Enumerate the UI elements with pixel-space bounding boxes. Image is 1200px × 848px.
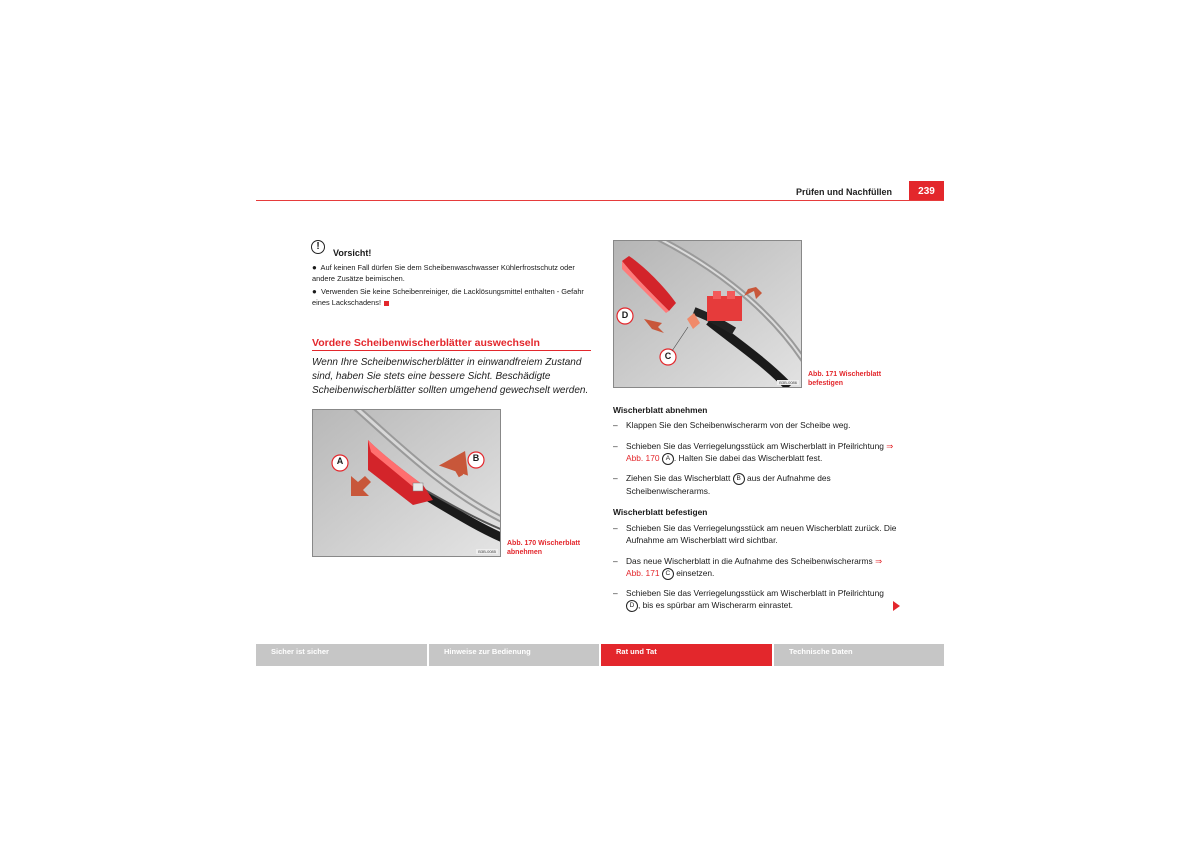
figure-171-caption: Abb. 171 Wischerblatt befestigen <box>808 371 882 387</box>
wiper-blade-removal-illustration <box>313 410 500 556</box>
attach-heading: Wischerblatt befestigen <box>613 507 708 517</box>
caution-bullet <box>312 262 592 284</box>
figure-171-image <box>613 240 802 388</box>
continue-arrow-icon <box>893 601 900 611</box>
remove-heading: Wischerblatt abnehmen <box>613 405 708 415</box>
remove-step-2: – Schieben Sie das Verriegelungsstück am Wischerblatt in Pfeilrichtung ⇒ Abb. 170 A . Halten Sie dabei das Wischerblatt fest. <box>613 441 894 463</box>
bullet-icon: ● <box>312 287 317 296</box>
wiper-blade-attach-illustration <box>614 241 801 387</box>
figure-170-caption: Abb. 170 Wischerblatt abnehmen <box>507 540 581 556</box>
tab-technische-daten[interactable]: Technische Daten <box>774 644 944 666</box>
attach-step-1: – Schieben Sie das Verriegelungsstück am neuen Wischerblatt zurück. Die Aufnahme am Wischerblatt wird sichtbar. <box>613 523 897 545</box>
figure-reference-link[interactable]: ⇒ Abb. 171 <box>626 556 883 578</box>
caution-bullet <box>312 286 592 308</box>
section-heading: Vordere Scheibenwischerblätter auswechseln <box>312 337 540 349</box>
figure-label-a: A <box>336 456 344 466</box>
attach-step-3: – Schieben Sie das Verriegelungsstück am Wischerblatt in Pfeilrichtung D , bis es spürbar am Wischerarm einrastet. <box>613 588 884 610</box>
figure-170-image <box>312 409 501 557</box>
caution-bullet-text: Auf keinen Fall dürfen Sie dem Scheibenwaschwasser Kühlerfrostschutz oder andere Zusätze beimischen. <box>312 263 575 283</box>
caution-bullet-text: Verwenden Sie keine Scheibenreiniger, die Lacklösungsmittel enthalten - Gefahr eines Lackschadens! <box>312 287 584 307</box>
caution-icon: ! <box>311 240 325 254</box>
tab-hinweise-zur-bedienung[interactable]: Hinweise zur Bedienung <box>429 644 599 666</box>
callout-d: D <box>626 600 638 612</box>
callout-a: A <box>662 453 674 465</box>
callout-c: C <box>662 568 674 580</box>
figure-label-b: B <box>472 453 480 463</box>
intro-paragraph: Wenn Ihre Scheibenwischerblätter in einwandfreiem Zustand sind, haben Sie stets eine bessere Sicht. Beschädigte Scheibenwischerblätter sollten umgehend gewechselt werden. <box>312 357 589 396</box>
attach-step-2: – Das neue Wischerblatt in die Aufnahme des Scheibenwischerarms ⇒ Abb. 171 C einsetzen. <box>613 556 883 578</box>
page-number: 239 <box>909 181 944 201</box>
chapter-tabs <box>256 644 944 666</box>
tab-sicher-ist-sicher[interactable]: Sicher ist sicher <box>256 644 427 666</box>
running-header-title: Prüfen und Nachfüllen <box>795 187 892 197</box>
remove-step-3: – Ziehen Sie das Wischerblatt B aus der Aufnahme des Scheibenwischerarms. <box>613 473 831 496</box>
header-rule <box>256 200 944 201</box>
figure-code: B3B-0086 <box>779 380 797 385</box>
figure-label-c: C <box>664 351 672 361</box>
tab-rat-und-tat[interactable]: Rat und Tat <box>601 644 772 666</box>
figure-code: B3B-0085 <box>478 549 496 554</box>
caution-title: Vorsicht! <box>333 248 372 258</box>
section-rule <box>312 350 591 351</box>
figure-label-d: D <box>621 310 629 320</box>
end-of-section-icon <box>384 301 389 306</box>
callout-b: B <box>733 473 745 485</box>
figure-reference-link[interactable]: ⇒ Abb. 170 <box>626 441 894 463</box>
remove-step-1: – Klappen Sie den Scheibenwischerarm von der Scheibe weg. <box>613 420 851 430</box>
bullet-icon: ● <box>312 263 317 272</box>
